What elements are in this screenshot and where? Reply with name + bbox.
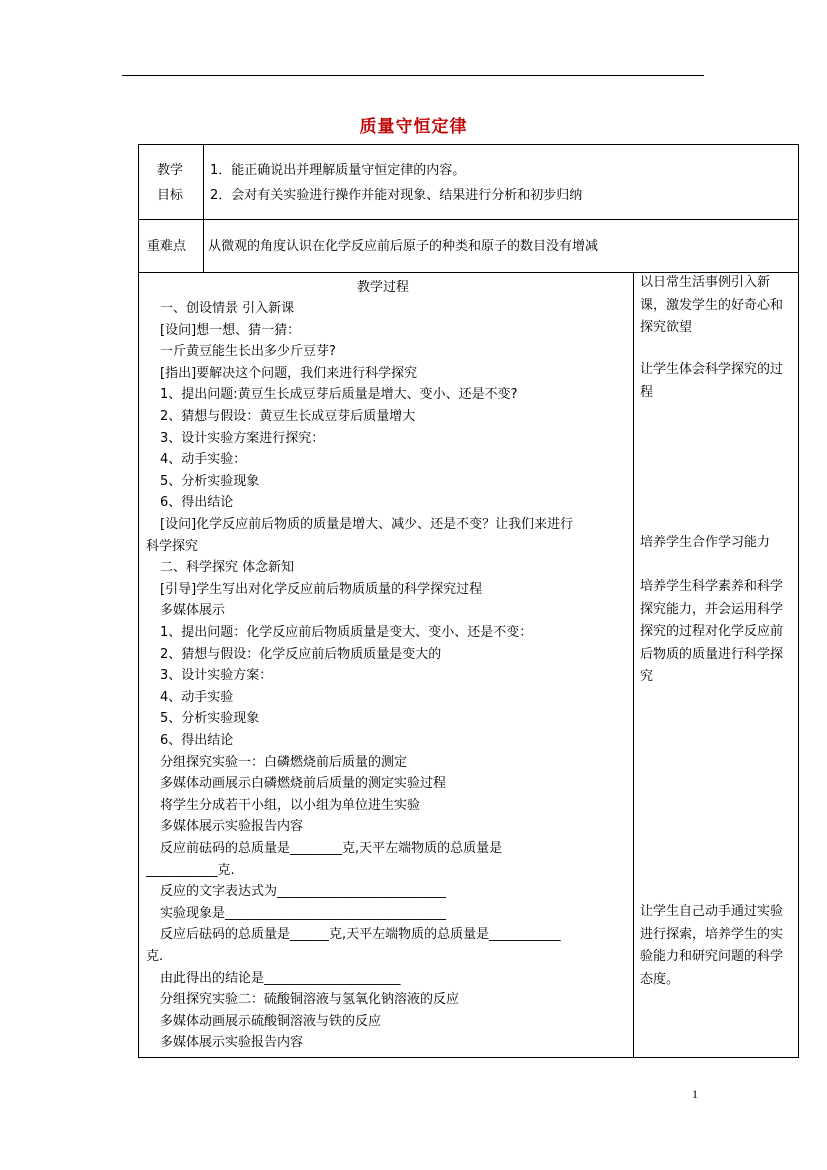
document-title: 质量守恒定律 (359, 117, 468, 137)
page-number: 1 (692, 1087, 698, 1101)
process-line: 一斤黄豆能生长出多少斤豆芽? (160, 344, 336, 360)
process-line: [引导]学生写出对化学反应前后物质质量的科学探究过程 (160, 581, 483, 597)
process-line: 实验现象是__________________________________ (160, 905, 447, 921)
process-line: [设问]化学反应前后物质的质量是增大、减少、还是不变？让我们来进行 (160, 517, 574, 532)
process-line: 多媒体展示 (160, 603, 226, 619)
note-hands-on: 让学生自己动手通过实验进行探索，培养学生的实验能力和研究问题的科学态度。 (640, 904, 784, 987)
key-points-text: 从微观的角度认识在化学反应前后原子的种类和原子的数目没有增减 (208, 239, 599, 254)
process-line: 将学生分成若干小组，以小组为单位进生实验 (160, 797, 421, 813)
process-line: 3、设计实验方案进行探究： (160, 430, 325, 446)
note-cooperation: 培养学生合作学习能力 (640, 535, 771, 550)
process-line: 克. (146, 949, 164, 964)
process-line: 反应前砝码的总质量是________克,天平左端物质的总质量是 (160, 841, 503, 856)
note-intro: 以日常生活事例引入新课，激发学生的好奇心和探究欲望 (640, 275, 784, 335)
process-line: 多媒体展示实验报告内容 (160, 819, 304, 835)
process-line: 一、创设情景 引入新课 (160, 301, 295, 316)
process-line: 6、得出结论 (160, 495, 234, 511)
process-line: 6、得出结论 (160, 733, 234, 748)
process-line: [指出]要解决这个问题，我们来进行科学探究 (160, 365, 418, 381)
note-inquiry: 让学生体会科学探究的过程 (640, 362, 784, 400)
process-line: [设问]想一想、猜一猜： (160, 322, 301, 338)
process-line: 科学探究 (146, 538, 199, 554)
objectives-content-cell (203, 144, 799, 220)
process-line: 1、提出问题：化学反应前后物质质量是变大、变小、还是不变： (160, 625, 533, 640)
process-line: 分组探究实验一：白磷燃烧前后质量的测定 (160, 754, 408, 770)
process-line: 4、动手实验 (160, 689, 234, 705)
process-line: 多媒体动画展示硫酸铜溶液与铁的反应 (160, 1013, 382, 1029)
header-rule (122, 75, 704, 76)
objectives-label-cell (138, 144, 204, 220)
process-line: 5、分析实验现象 (160, 711, 260, 727)
objectives-label-line1: 教学 (157, 163, 184, 178)
process-line: 2、猜想与假设：黄豆生长成豆芽后质量增大 (160, 409, 416, 424)
process-line: ___________克. (146, 862, 235, 878)
objectives-label-line2: 目标 (157, 188, 184, 203)
process-line: 2、猜想与假设：化学反应前后物质质量是变大的 (160, 646, 442, 662)
process-line: 反应后砝码的总质量是______克,天平左端物质的总质量是___________ (160, 927, 561, 943)
process-line: 1、提出问题:黄豆生长成豆芽后质量是增大、变小、还是不变? (160, 387, 518, 403)
note-literacy: 培养学生科学素养和科学探究能力，并会运用科学探究的过程对化学反应前后物质的质量进行科学探究 (640, 579, 784, 684)
objective-item: 1．能正确说出并理解质量守恒定律的内容。 (210, 163, 466, 178)
process-line: 由此得出的结论是_____________________ (160, 970, 401, 986)
process-line: 4、动手实验： (160, 452, 247, 468)
process-line: 5、分析实验现象 (160, 473, 260, 489)
objective-item: 2．会对有关实验进行操作并能对现象、结果进行分析和初步归纳 (210, 188, 583, 203)
process-line: 多媒体展示实验报告内容 (160, 1035, 304, 1051)
process-line: 3、设计实验方案： (160, 668, 273, 684)
process-line: 二、科学探究 体念新知 (160, 560, 295, 576)
process-line: 反应的文字表达式为__________________________ (160, 884, 447, 900)
process-heading: 教学过程 (357, 280, 410, 295)
key-points-label: 重难点 (147, 239, 187, 254)
process-line: 多媒体动画展示白磷燃烧前后质量的测定实验过程 (160, 776, 447, 792)
process-line: 分组探究实验二：硫酸铜溶液与氢氧化钠溶液的反应 (160, 992, 460, 1008)
